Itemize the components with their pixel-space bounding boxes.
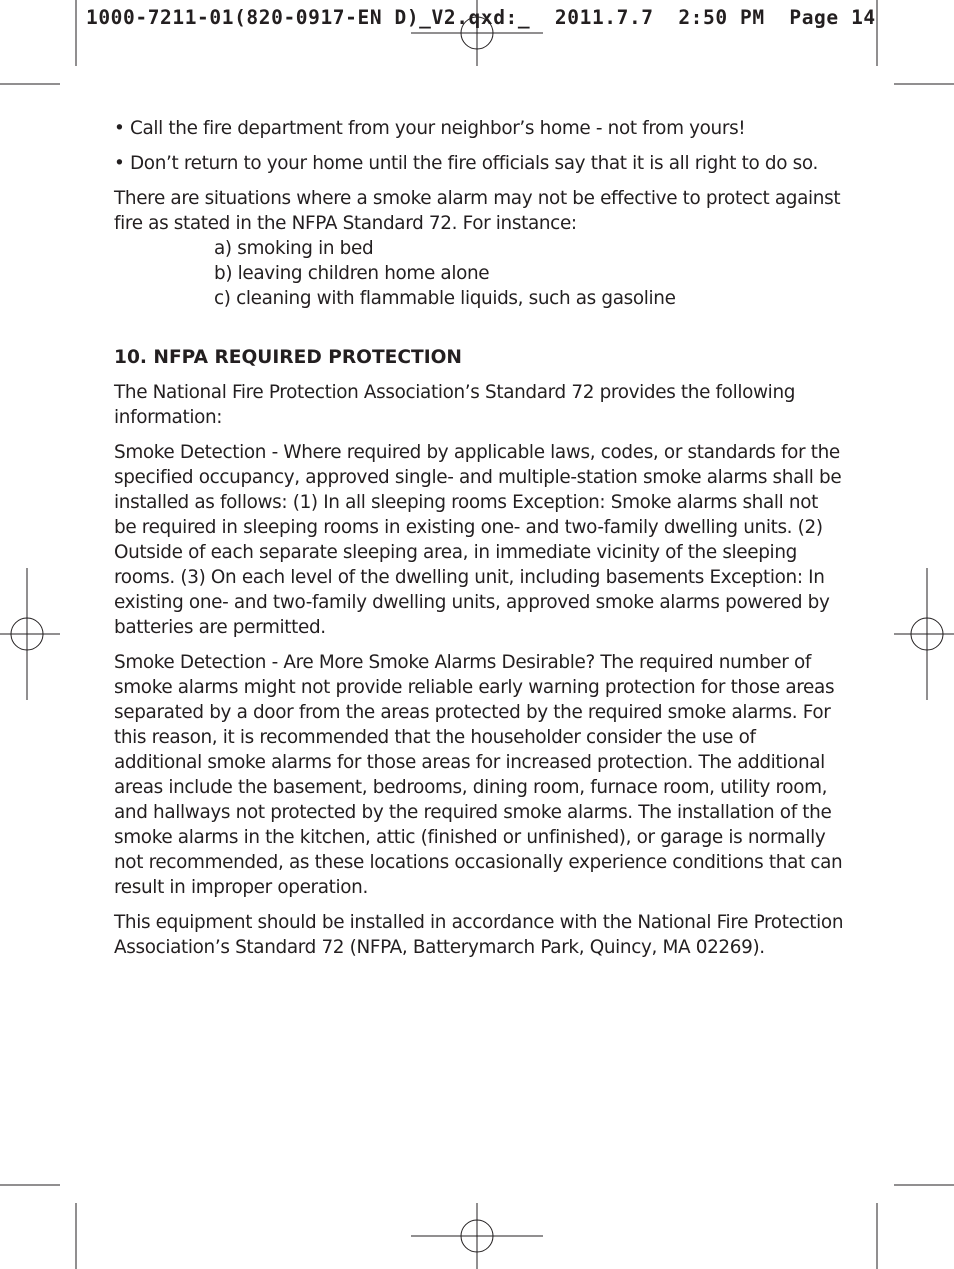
intro-paragraph: There are situations where a smoke alarm may not be effective to protect against fire as stated in the NFPA Standard 72. For instance: [114, 188, 841, 234]
situation-list [214, 236, 844, 311]
situation-item: c) cleaning with flammable liquids, such as gasoline [214, 288, 676, 309]
bullet-item: • Don’t return to your home until the fire officials say that it is all right to do so. [114, 153, 818, 174]
section-heading: 10. NFPA REQUIRED PROTECTION [114, 347, 462, 368]
body-paragraph: Smoke Detection - Where required by applicable laws, codes, or standards for the specified occupancy, approved single- and multiple-station smoke alarms shall be installed as follows: (1) In all sleeping rooms Exception: Smoke alarms shall not be required in sleeping rooms in existing one- and two-family dwelling units. (2) Outside of each separate sleeping area, in immediate vicinity of the sleeping rooms. (3) On each level of the dwelling unit, including basements Exception: In existing one- and two-family dwelling units, approved smoke alarms powered by batteries are permitted. [114, 442, 842, 638]
situation-item: a) smoking in bed [214, 238, 374, 259]
body-paragraph: Smoke Detection - Are More Smoke Alarms Desirable? The required number of smoke alarms might not provide reliable early warning protection for those areas separated by a door from the areas protected by the required smoke alarms. For this reason, it is recommended that the householder consider the use of additional smoke alarms for those areas for increased protection. The additional areas include the basement, bedrooms, dining room, furnace room, utility room, and hallways not protected by the required smoke alarms. The installation of the smoke alarms in the kitchen, attic (finished or unfinished), or garage is normally not recommended, as these locations occasionally experience conditions that can result in improper operation. [114, 652, 843, 898]
registration-mark-left [0, 568, 60, 700]
registration-mark-right [894, 568, 954, 700]
page-content [114, 116, 844, 970]
body-paragraph: This equipment should be installed in accordance with the National Fire Protection Association’s Standard 72 (NFPA, Batterymarch Park, Quincy, MA 02269). [114, 912, 844, 958]
print-slug-line: 1000-7211-01(820-0917-EN D)_V2.qxd:_ 2011.7.7 2:50 PM Page 14 [86, 6, 876, 29]
body-paragraph: The National Fire Protection Association’s Standard 72 provides the following information: [114, 382, 796, 428]
registration-mark-top [411, 0, 543, 66]
bullet-item: • Call the fire department from your neighbor’s home - not from yours! [114, 118, 746, 139]
registration-mark-bottom [411, 1203, 543, 1269]
situation-item: b) leaving children home alone [214, 263, 490, 284]
